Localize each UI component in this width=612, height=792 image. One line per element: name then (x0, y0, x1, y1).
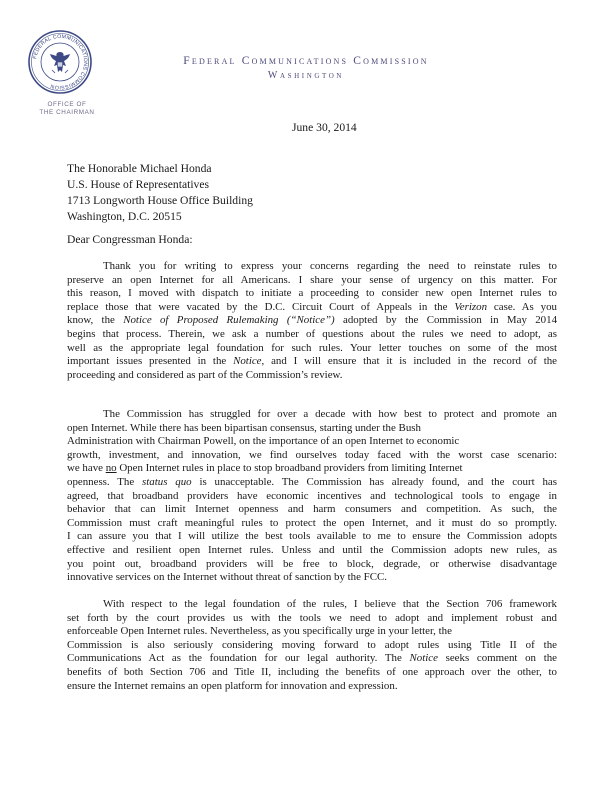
agency-name (0, 55, 612, 67)
paragraph-line: we have no Open Internet rules in place to stop broadband providers from limiting Internet (67, 462, 463, 475)
agency-city (0, 70, 612, 81)
letter-date: June 30, 2014 (292, 121, 357, 134)
no-underlined: no (105, 462, 117, 475)
recipient-name: The Honorable Michael Honda (67, 162, 212, 175)
paragraph-line: know, the Notice of Proposed Rulemaking (“Notice”) adopted by the Commission in May 2014 (67, 314, 558, 327)
paragraph-line: Commission is also seriously considering moving forward to adopt rules using Title II of the (67, 638, 557, 651)
seal-ring-text: FEDERAL COMMUNICATIONS COMMISSION (32, 33, 89, 91)
agency-name-text: Federal Communications Commission (183, 55, 429, 67)
recipient-line-4: Washington, D.C. 20515 (67, 210, 182, 223)
recipient-address (67, 161, 253, 225)
paragraph-line: Communications Act as the foundation for our legal authority. The Notice seeks comment on the (67, 652, 558, 665)
paragraph-line: I can assure you that I will utilize the best tools available to me to ensure the Commission adopts (67, 530, 557, 543)
paragraph-line: begins that process. Therein, we ask a number of questions about the rules we need to adopt, as (67, 327, 557, 340)
notice-title-italic: Notice of Proposed Rulemaking (“Notice”) (123, 314, 335, 327)
paragraph-line: this reason, I moved with dispatch to initiate a proceeding to consider new open Internet rules to (67, 287, 557, 300)
paragraph-line: innovative services on the Internet without threat of sanction by the FCC. (67, 571, 387, 584)
paragraph-line: effective and resilient open Internet rules. Unless and until the Commission adopts new rules, as (67, 543, 557, 556)
recipient-line-2: U.S. House of Representatives (67, 178, 209, 191)
paragraph-line: well as the appropriate legal foundation for such rules. Your letter touches on some of the most (67, 341, 557, 354)
paragraph-line: Thank you for writing to express your concerns regarding the need to reinstate rules to (103, 260, 557, 272)
office-line-1: OFFICE OF (47, 101, 87, 108)
status-quo-italic: status quo (142, 475, 192, 488)
paragraph-line: open Internet. While there has been bipartisan consensus, starting under the Bush (67, 421, 421, 434)
body-paragraph-3 (67, 598, 557, 693)
case-name-italic: Verizon (454, 300, 488, 313)
paragraph-line: you point out, broadband providers will be free to block, degrade, or otherwise disadvantage (67, 557, 557, 570)
body-paragraph-2 (67, 408, 557, 585)
agency-city-text: Washington (267, 70, 345, 81)
paragraph-line: openness. The status quo is unacceptable. The Commission has already found, and the court has (67, 475, 557, 488)
paragraph-line: replace those that were vacated by the D.C. Circuit Court of Appeals in the Verizon case. As you (67, 300, 557, 313)
salutation: Dear Congressman Honda: (67, 233, 193, 246)
notice-italic: Notice (409, 652, 438, 665)
paragraph-line: agreed, that broadband providers have economic incentives and technological tools to engage in (67, 489, 557, 502)
body-paragraph-1 (67, 260, 557, 382)
paragraph-line: set forth by the court provides us with the tools we need to adopt and implement robust and (67, 611, 557, 624)
paragraph-line: behavior that can limit Internet openness and harm consumers and competition. As such, the (67, 503, 557, 516)
paragraph-line: The Commission has struggled for over a decade with how best to protect and promote an (103, 408, 557, 420)
office-line-2: THE CHAIRMAN (39, 109, 95, 116)
paragraph-line: preserve an open Internet for all Americans. I share your sense of urgency on this matter. For (67, 273, 557, 286)
office-of-the-chairman (22, 101, 112, 117)
paragraph-line: growth, investment, and innovation, we find ourselves today faced with the worst case scenario: (67, 448, 557, 461)
paragraph-line: Administration with Chairman Powell, on the importance of an open Internet to economic (67, 435, 460, 448)
recipient-line-3: 1713 Longworth House Office Building (67, 194, 253, 207)
notice-italic: Notice (233, 355, 262, 368)
paragraph-line: ensure the Internet remains an open platform for innovation and expression. (67, 679, 398, 692)
paragraph-line: Commission must craft meaningful rules to protect the open Internet, and it must do so promptly. (67, 516, 557, 529)
paragraph-line: proceeding and considered as part of the Commission’s review. (67, 368, 343, 381)
paragraph-line: important issues presented in the Notice, and I will ensure that it is included in the record of the (67, 355, 557, 368)
paragraph-line: benefits of both Section 706 and Title II, including the benefits of one approach over the other, to (67, 665, 557, 678)
paragraph-line: enforceable Open Internet rules. Nevertheless, as you specifically urge in your letter, the (67, 625, 452, 638)
paragraph-line: With respect to the legal foundation of the rules, I believe that the Section 706 framework (103, 598, 557, 610)
